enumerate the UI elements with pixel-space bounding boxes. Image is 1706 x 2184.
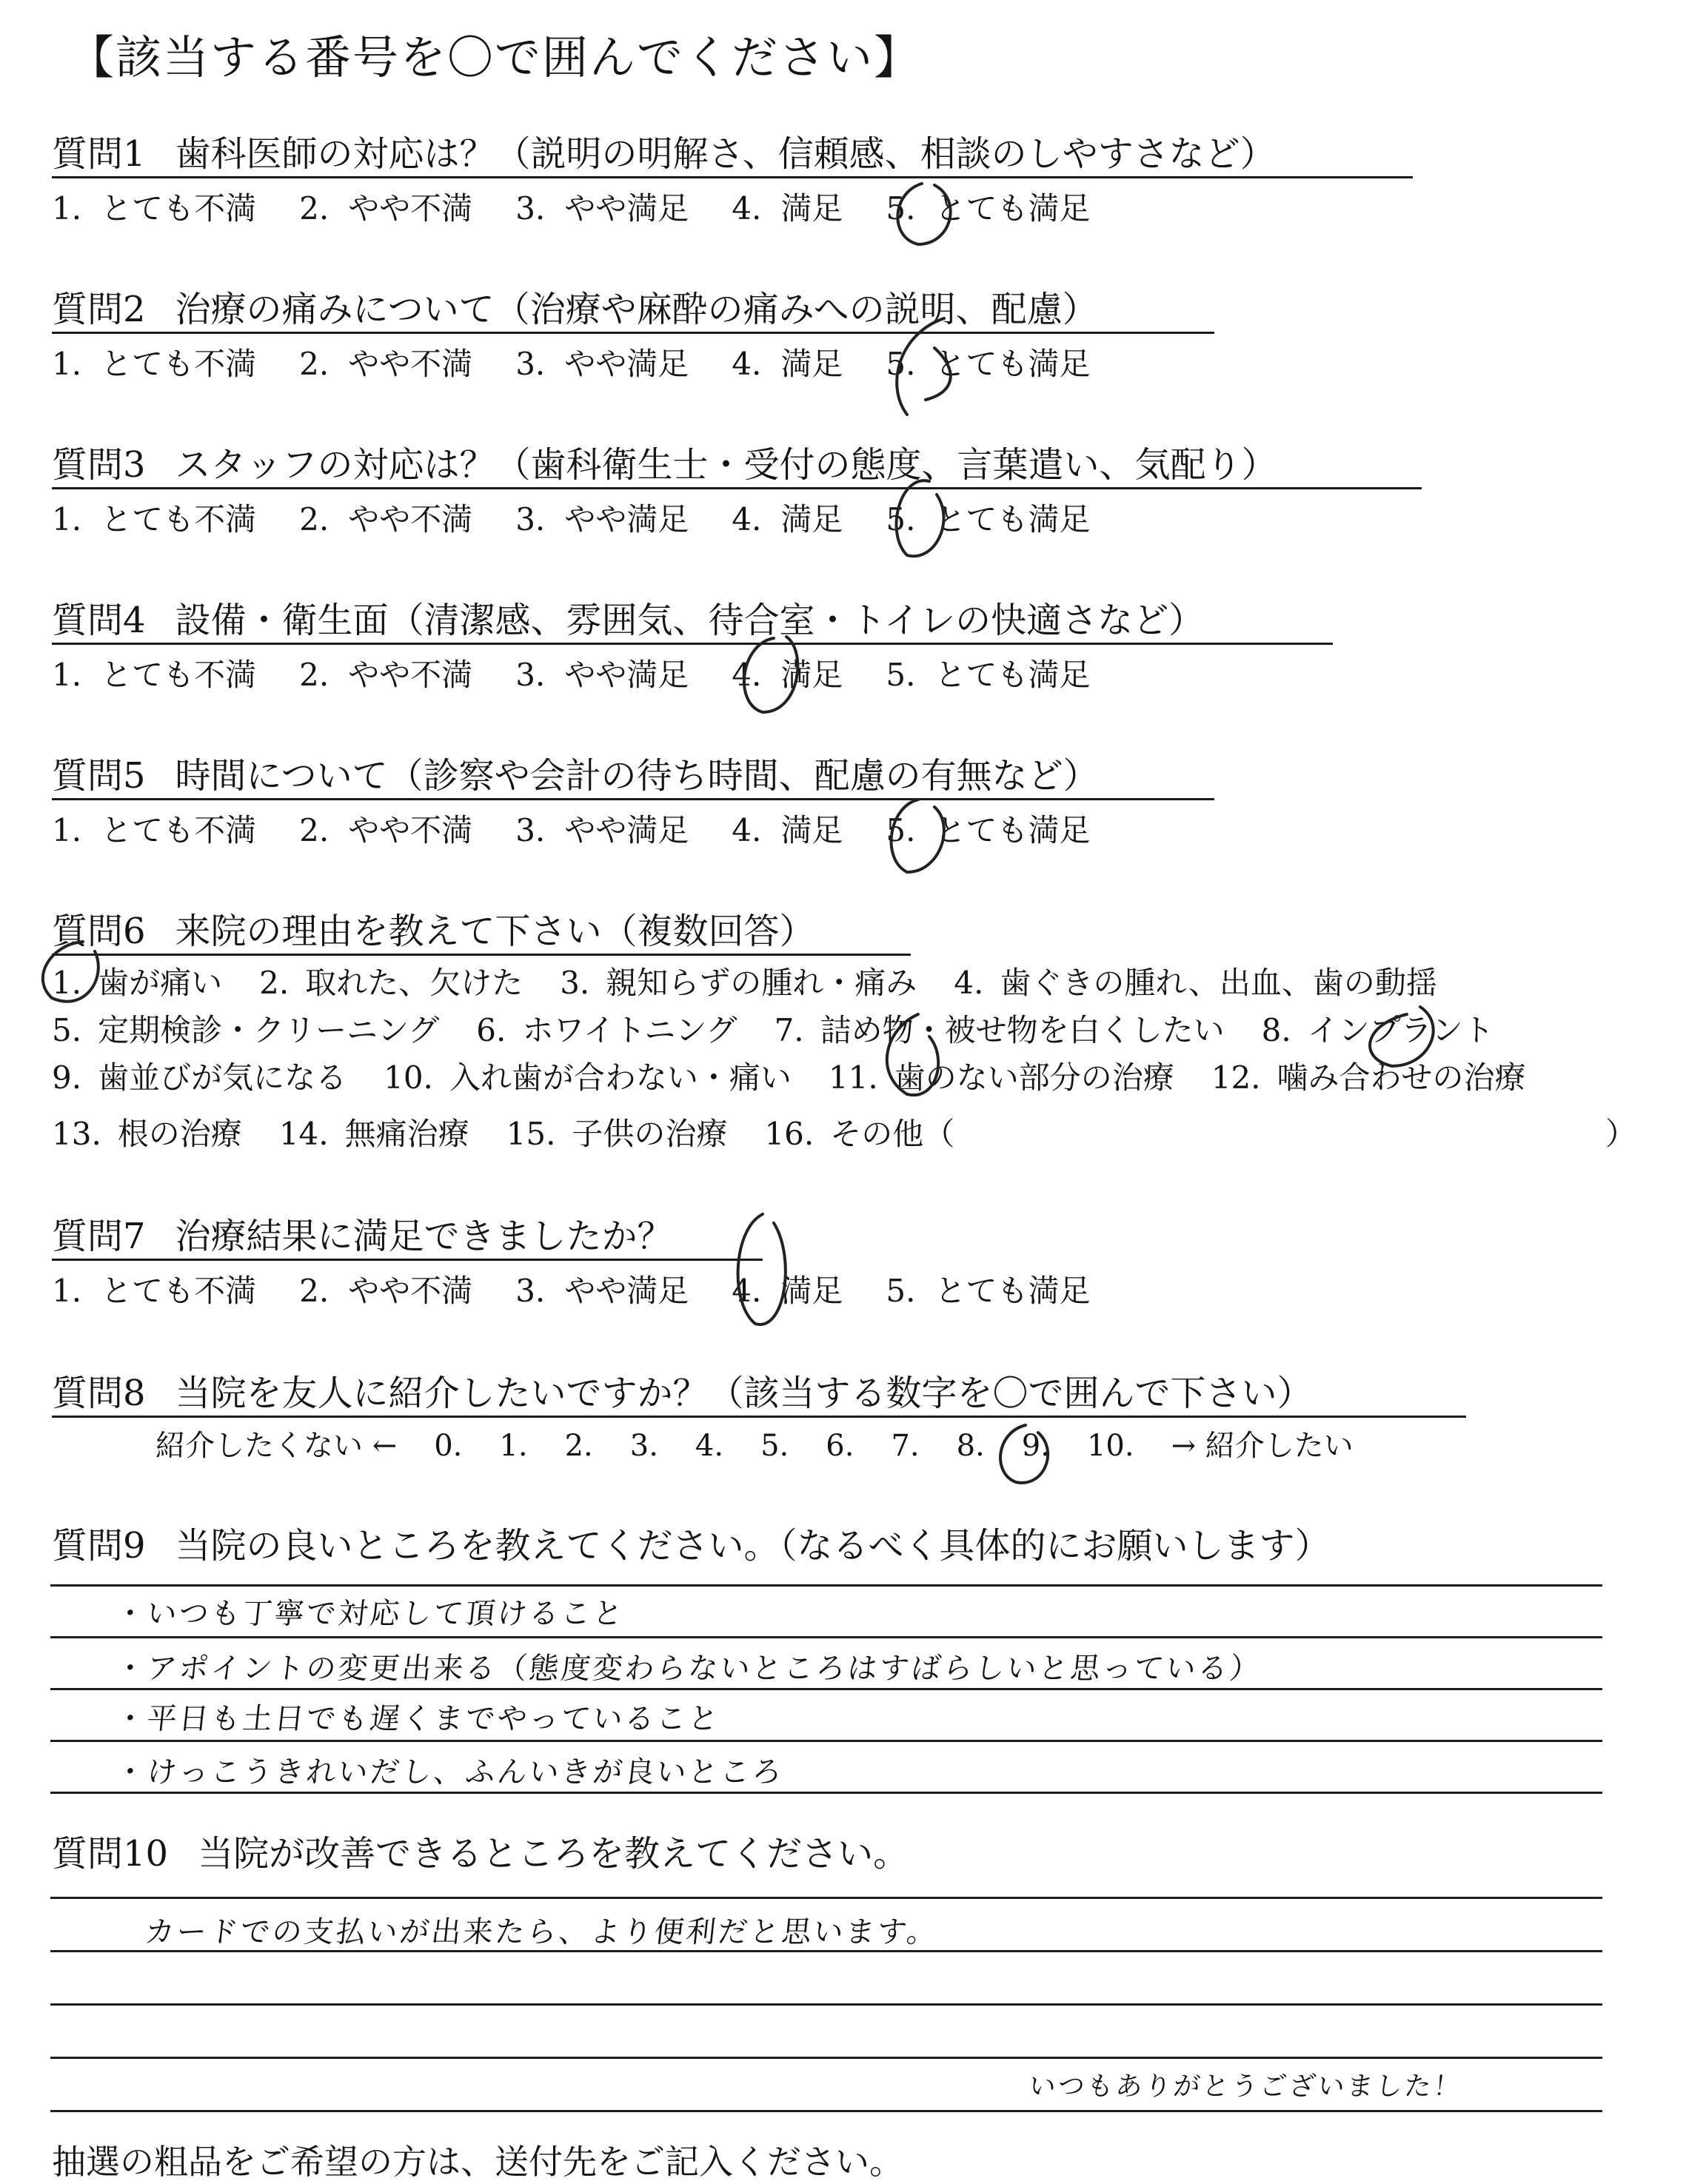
option-label: とても不満 <box>101 501 257 537</box>
option-label: やや満足 <box>564 1273 689 1309</box>
option-number[interactable]: 4. <box>732 1273 762 1309</box>
option-label: とても満足 <box>934 812 1091 848</box>
option-label: とても満足 <box>934 346 1091 382</box>
option-number[interactable]: 8. <box>1261 1012 1291 1048</box>
option-label: 噛み合わせの治療 <box>1277 1059 1526 1096</box>
q9-answer-1: ・いつも丁寧で対応して頂けること <box>113 1597 627 1631</box>
option-number[interactable]: 2. <box>259 965 290 1001</box>
question-text: 時間について（診察や会計の待ち時間、配慮の有無など） <box>175 755 1099 797</box>
question-label: 質問3 <box>52 444 146 486</box>
option-label: 詰め物・被せ物を白くしたい <box>820 1012 1225 1048</box>
option-number[interactable]: 1. <box>52 965 82 1001</box>
option-number[interactable]: 3. <box>515 346 546 382</box>
option-number[interactable]: 5. <box>886 501 916 537</box>
question-text: 当院を友人に紹介したいですか？（該当する数字を〇で囲んで下さい） <box>175 1373 1313 1414</box>
circle-mark <box>897 318 951 415</box>
q9-answer-4: ・けっこうきれいだし、ふんいきが良いところ <box>113 1755 786 1789</box>
q10-answer: カードでの支払いが出来たら、より便利だと思います。 <box>143 1915 940 1949</box>
scale-right-label: → 紹介したい <box>1171 1429 1354 1463</box>
option-number[interactable]: 3. <box>515 657 546 693</box>
option-label: やや不満 <box>348 346 473 382</box>
option-number[interactable]: 5. <box>886 346 916 382</box>
option-label: 定期検診・クリーニング <box>98 1012 440 1048</box>
option-label: 満足 <box>780 346 843 382</box>
option-number[interactable]: 14. <box>278 1116 329 1152</box>
option-label: 歯並びが気になる <box>98 1059 347 1096</box>
option-label: 満足 <box>780 190 843 227</box>
option-label: とても満足 <box>934 190 1091 227</box>
option-number[interactable]: 4. <box>732 657 762 693</box>
scale-number[interactable]: 6. <box>826 1429 854 1463</box>
question-label: 質問1 <box>52 133 146 175</box>
q9-answer-3: ・平日も土日でも遅くまでやっていること <box>113 1702 723 1736</box>
option-number[interactable]: 6. <box>476 1012 506 1048</box>
page-title: 【該当する番号を〇で囲んでください】 <box>68 30 922 84</box>
option-number[interactable]: 16. <box>764 1116 814 1152</box>
option-number[interactable]: 3. <box>560 965 590 1001</box>
option-label: とても不満 <box>101 190 257 227</box>
question-label: 質問10 <box>52 1833 169 1875</box>
option-label: とても満足 <box>934 1273 1091 1309</box>
scale-number[interactable]: 9. <box>1021 1429 1050 1463</box>
footer-text: 抽選の粗品をご希望の方は、送付先をご記入ください。 <box>52 2142 903 2182</box>
option-number[interactable]: 5. <box>886 657 916 693</box>
option-label: 満足 <box>780 812 843 848</box>
question-text: 設備・衛生面（清潔感、雰囲気、待合室・トイレの快適さなど） <box>175 600 1205 641</box>
option-label: とても不満 <box>101 812 257 848</box>
closing-note: いつもありがとうございました！ <box>1027 2071 1464 2102</box>
question-text: 当院が改善できるところを教えてください。 <box>198 1833 909 1875</box>
question-text: 歯科医師の対応は？（説明の明解さ、信頼感、相談のしやすさなど） <box>175 133 1276 175</box>
scale-number[interactable]: 1. <box>499 1429 528 1463</box>
option-label: 満足 <box>780 1273 843 1309</box>
question-text: 当院の良いところを教えてください。（なるべく具体的にお願いします） <box>175 1525 1331 1567</box>
option-number[interactable]: 2. <box>299 501 330 537</box>
question-text: 治療結果に満足できましたか？ <box>175 1216 673 1257</box>
option-number[interactable]: 12. <box>1211 1059 1261 1096</box>
scale-left-label: 紹介したくない ← <box>155 1429 398 1463</box>
option-number[interactable]: 5. <box>886 1273 916 1309</box>
option-number[interactable]: 2. <box>299 657 330 693</box>
circle-mark <box>744 637 797 712</box>
question-label: 質問5 <box>52 755 146 797</box>
option-number[interactable]: 4. <box>732 501 762 537</box>
option-number[interactable]: 11. <box>828 1059 878 1096</box>
option-number[interactable]: 2. <box>299 190 330 227</box>
option-number[interactable]: 5. <box>886 812 916 848</box>
option-label: 歯ぐきの腫れ、出血、歯の動揺 <box>1000 965 1437 1001</box>
option-label: その他（ <box>830 1116 955 1152</box>
question-label: 質問4 <box>52 600 146 641</box>
question-label: 質問2 <box>52 289 146 330</box>
option-number[interactable]: 1. <box>52 190 82 227</box>
circle-mark <box>897 184 950 244</box>
option-label: インプラント <box>1307 1012 1494 1048</box>
option-number[interactable]: 4. <box>954 965 984 1001</box>
q9-answer-2: ・アポイントの変更出来る（態度変わらないところはすばらしいと思っている） <box>113 1652 1264 1686</box>
option-label: 歯のない部分の治療 <box>894 1059 1174 1096</box>
scale-number[interactable]: 10. <box>1086 1429 1134 1463</box>
option-number[interactable]: 4. <box>732 190 762 227</box>
option-number[interactable]: 3. <box>515 190 546 227</box>
option-label: やや満足 <box>564 657 689 693</box>
scale-number[interactable]: 7. <box>891 1429 920 1463</box>
option-label: 入れ歯が合わない・痛い <box>449 1059 792 1096</box>
option-number[interactable]: 5. <box>886 190 916 227</box>
question-label: 質問9 <box>52 1525 146 1567</box>
scale-number[interactable]: 3. <box>629 1429 658 1463</box>
option-label: 親知らずの腫れ・痛み <box>606 965 917 1001</box>
option-number[interactable]: 2. <box>299 1273 330 1309</box>
option-number[interactable]: 2. <box>299 812 330 848</box>
option-number[interactable]: 3. <box>515 501 546 537</box>
circle-mark <box>887 1014 938 1095</box>
scale-number[interactable]: 8. <box>956 1429 985 1463</box>
option-label: 子供の治療 <box>572 1116 728 1152</box>
option-label: 満足 <box>780 657 843 693</box>
option-number[interactable]: 10. <box>384 1059 433 1096</box>
option-label: やや満足 <box>564 190 689 227</box>
option-label: 根の治療 <box>117 1116 242 1152</box>
question-text: スタッフの対応は？（歯科衛生士・受付の態度、言葉遣い、気配り） <box>175 444 1277 486</box>
option-label: とても満足 <box>934 657 1091 693</box>
question-text: 来院の理由を教えて下さい（複数回答） <box>175 911 815 952</box>
option-label: やや不満 <box>348 190 473 227</box>
option-number[interactable]: 1. <box>52 1273 82 1309</box>
option-label: やや満足 <box>564 812 689 848</box>
circle-mark <box>1370 1007 1434 1066</box>
option-number[interactable]: 7. <box>774 1012 804 1048</box>
question-label: 質問6 <box>52 911 146 952</box>
option-number[interactable]: 3. <box>515 812 546 848</box>
option-label: とても不満 <box>101 1273 257 1309</box>
option-label: とても不満 <box>101 346 257 382</box>
circle-mark <box>892 800 944 872</box>
option-label: 無痛治療 <box>344 1116 469 1152</box>
option-label: やや不満 <box>348 501 473 537</box>
option-label: 歯が痛い <box>98 965 223 1001</box>
option-label: ホワイトニング <box>522 1012 737 1048</box>
option-label: やや不満 <box>348 657 473 693</box>
option-label: やや不満 <box>348 1273 473 1309</box>
circle-mark <box>738 1214 786 1324</box>
option-number[interactable]: 4. <box>732 346 762 382</box>
scale-number[interactable]: 5. <box>760 1429 789 1463</box>
option-label: 取れた、欠けた <box>305 965 523 1001</box>
scale-number[interactable]: 2. <box>564 1429 593 1463</box>
option-number[interactable]: 1. <box>52 657 82 693</box>
option-number[interactable]: 15. <box>506 1116 556 1152</box>
option-label: 満足 <box>780 501 843 537</box>
question-text: 治療の痛みについて（治療や麻酔の痛みへの説明、配慮） <box>175 289 1098 330</box>
circle-mark <box>1000 1425 1048 1483</box>
option-number[interactable]: 4. <box>732 812 762 848</box>
option-number[interactable]: 2. <box>299 346 330 382</box>
option-label: やや満足 <box>564 346 689 382</box>
option-label: とても満足 <box>934 501 1091 537</box>
question-label: 質問8 <box>52 1373 146 1414</box>
q6-close-paren: ） <box>1605 1116 1637 1152</box>
option-label: やや満足 <box>564 501 689 537</box>
option-number[interactable]: 3. <box>515 1273 546 1309</box>
option-label: やや不満 <box>348 812 473 848</box>
option-number[interactable]: 13. <box>52 1116 101 1152</box>
circle-mark <box>897 480 944 556</box>
scale-number[interactable]: 4. <box>695 1429 724 1463</box>
option-number[interactable]: 1. <box>52 346 82 382</box>
option-number[interactable]: 5. <box>52 1012 82 1048</box>
option-label: とても不満 <box>101 657 257 693</box>
option-number[interactable]: 1. <box>52 501 82 537</box>
scale-number[interactable]: 0. <box>434 1429 463 1463</box>
question-label: 質問7 <box>52 1216 146 1257</box>
option-number[interactable]: 9. <box>52 1059 82 1096</box>
option-number[interactable]: 1. <box>52 812 82 848</box>
circle-mark <box>43 942 98 1002</box>
